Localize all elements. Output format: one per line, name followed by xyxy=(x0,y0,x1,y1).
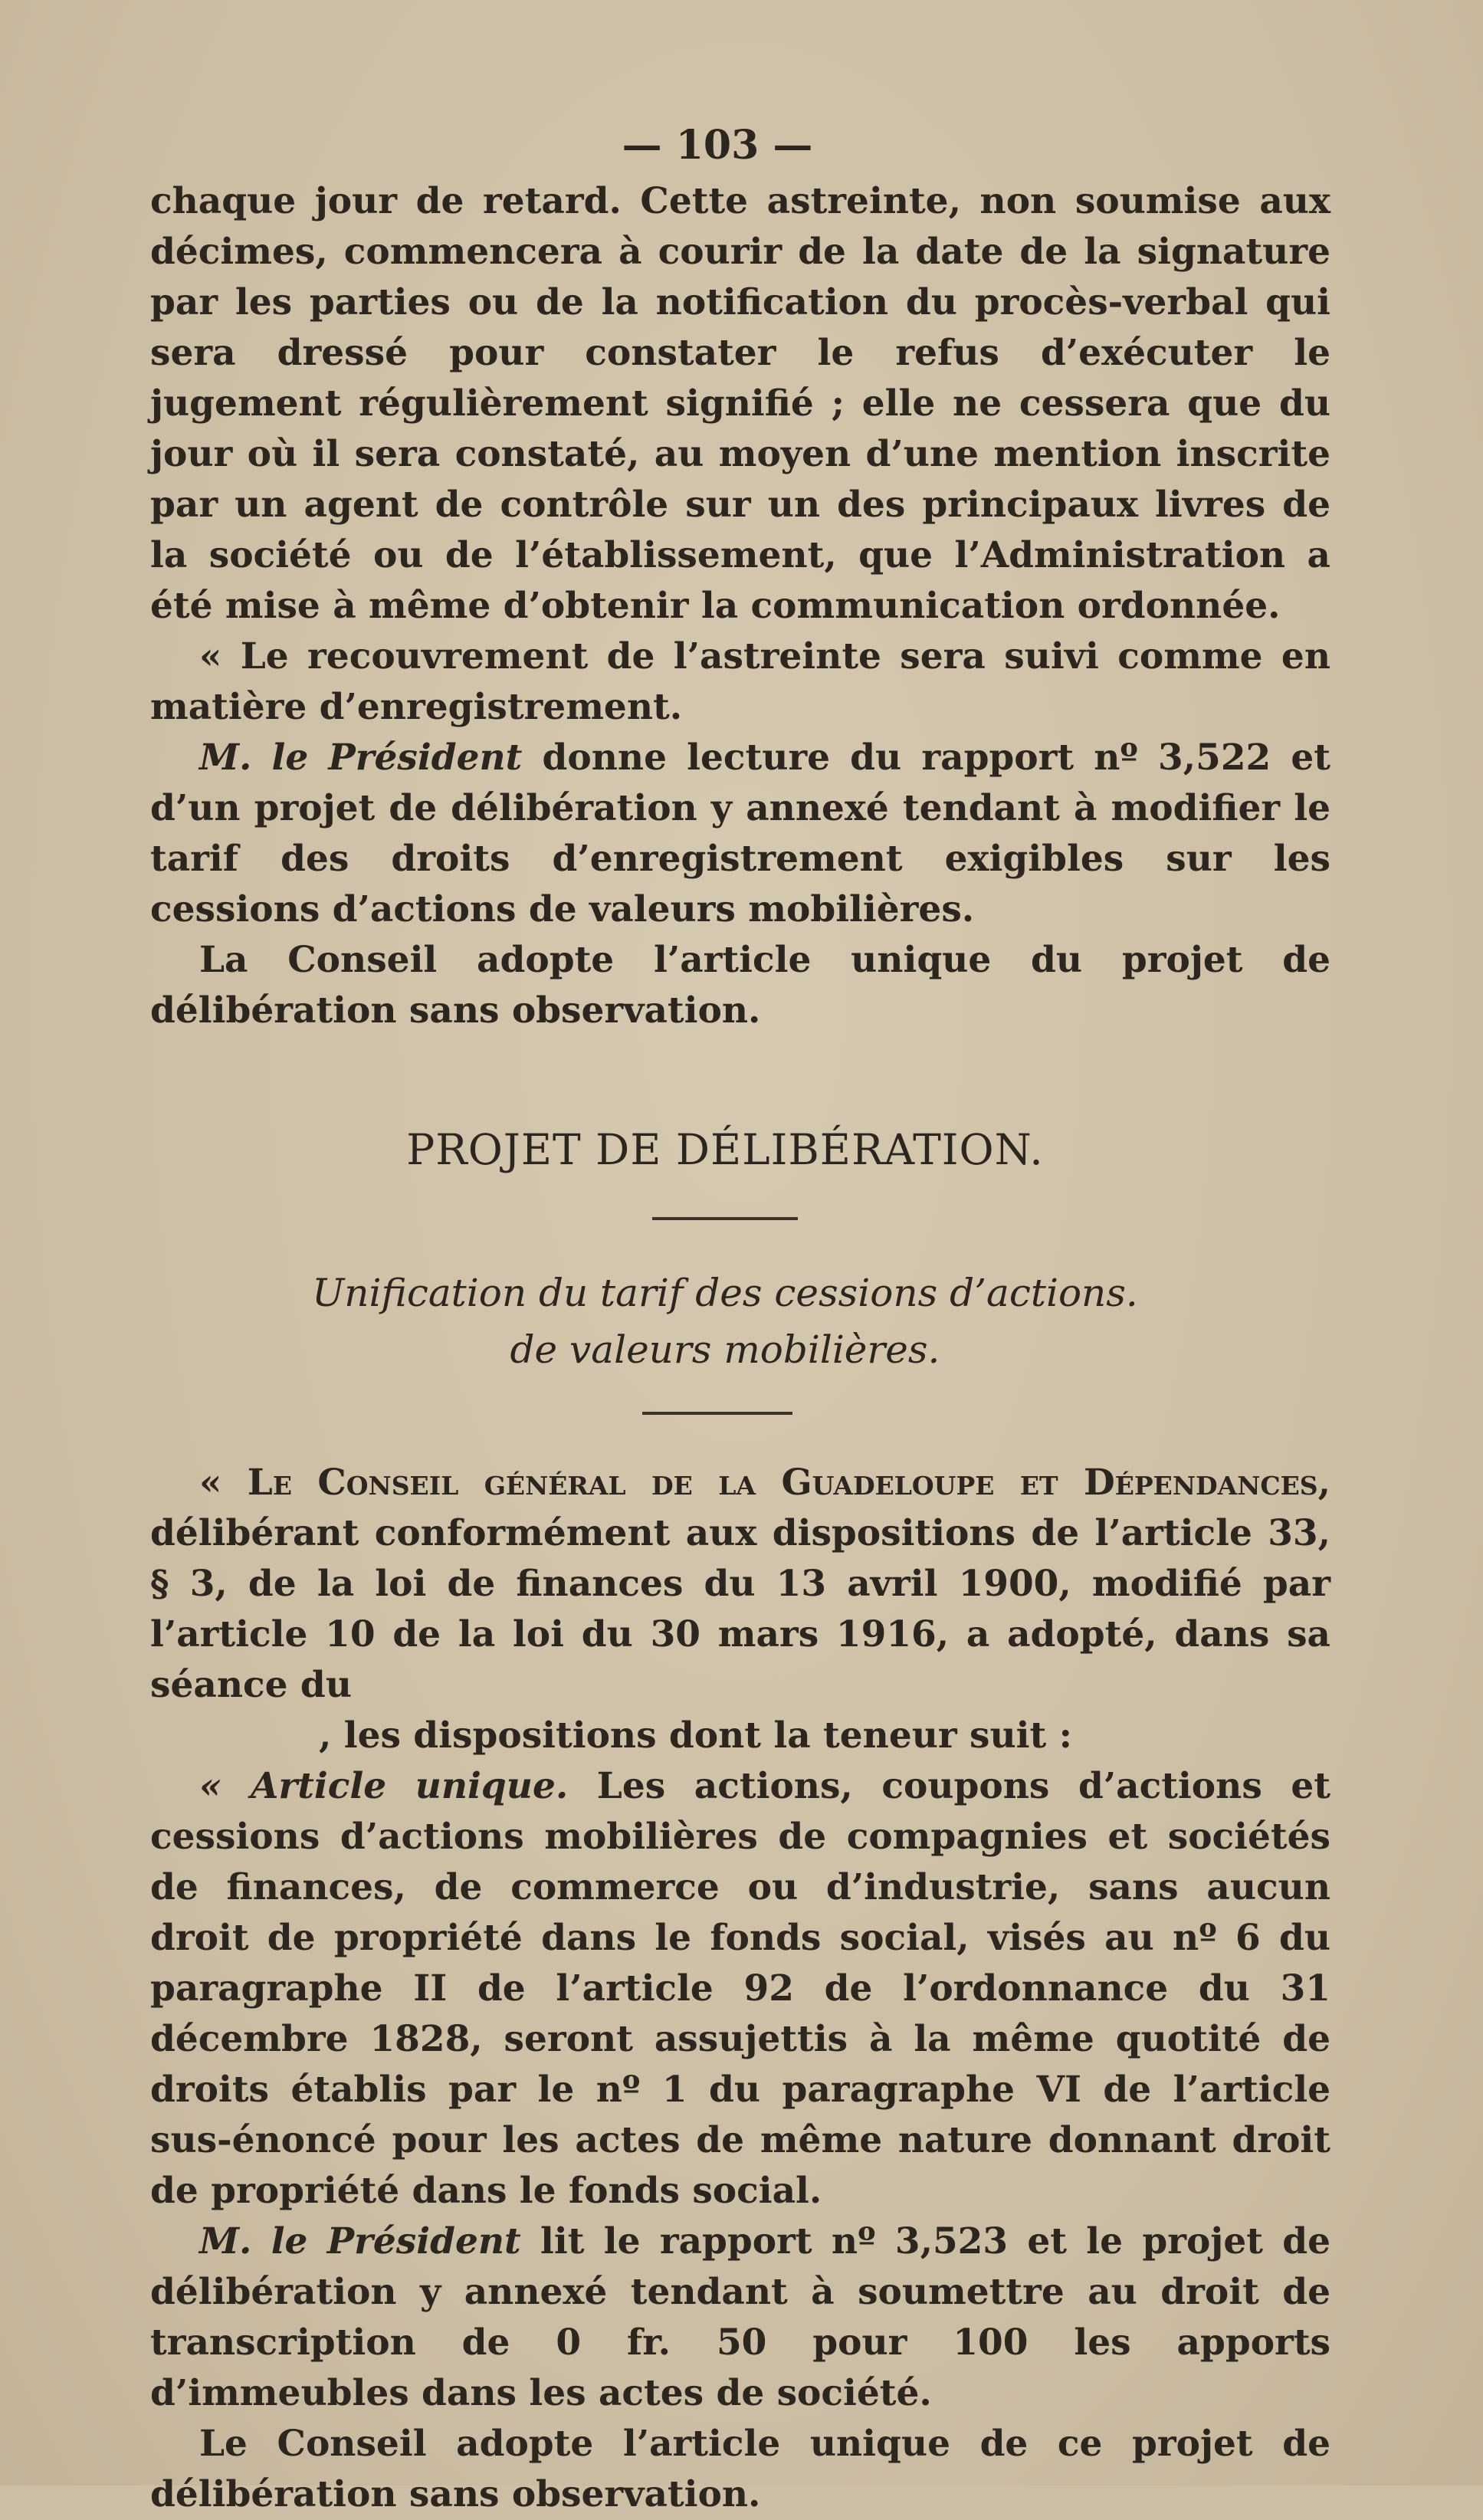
paragraph-council-intro xyxy=(150,1458,1330,1711)
text-block xyxy=(150,115,1330,2520)
speaker-name: M. le Président xyxy=(199,2220,521,2262)
paragraph-astreinte: chaque jour de retard. Cette astreinte, non soumise aux décimes, commencera à courir de la date de la signature par les parties ou de la notification du procès-verbal qui sera dressé pour constater le refus d’exécuter le jugement régulièrement signifié ; elle ne cessera que du jour où il sera constaté, au moyen d’une mention inscrite par un agent de contrôle sur un des principaux livres de la société ou de l’établissement, que l’Administration a été mise à même d’obtenir la communication ordonnée. xyxy=(150,180,1330,627)
subtitle-line-1: Unification du tarif des cessions d’actions. xyxy=(312,1271,1138,1315)
council-text: délibérant conformément aux dispositions de l’article 33, § 3, de la loi de finances du 13 avril 1900, modifié par l’article 10 de la loi du 30 mars 1916, a adopté, dans sa séance du xyxy=(150,1512,1330,1706)
page-number: — 103 — xyxy=(622,122,813,169)
section-subtitle xyxy=(120,1265,1330,1378)
paragraph-recouvrement: « Le recouvrement de l’astreinte sera suivi comme en matière d’enregistrement. xyxy=(150,635,1330,728)
paragraph-adoption-1: La Conseil adopte l’article unique du projet de délibération sans observation. xyxy=(150,939,1330,1032)
divider-short xyxy=(652,1217,798,1220)
section-title: PROJET DE DÉLIBÉRATION. xyxy=(406,1125,1044,1174)
paragraph-council-intro-cont: , les dispositions dont la teneur suit : xyxy=(319,1714,1072,1757)
subtitle-line-2: de valeurs mobilières. xyxy=(510,1327,940,1372)
paragraph-article-unique xyxy=(150,1761,1330,2216)
paragraph-president-report-1 xyxy=(150,733,1330,935)
paragraph-adoption-2: Le Conseil adopte l’article unique de ce projet de délibération sans observation. xyxy=(150,2423,1330,2515)
divider-long xyxy=(642,1412,792,1415)
report-text: lit le rapport nº 3,523 et le projet de délibération y annexé tendant à soumettre au droit de transcription de 0 fr. 50 pour 100 les apports d’immeubles dans les actes de société. xyxy=(150,2220,1331,2414)
report-text: donne lecture du rapport nº 3,522 et d’un projet de délibération y annexé tendant à modifier le tarif des droits d’enregistrement exigibles sur les cessions d’actions de valeurs mobilières. xyxy=(150,737,1330,930)
article-text: Les actions, coupons d’actions et cessions d’actions mobilières de compagnies et sociétés de finances, de commerce ou d’industrie, sans aucun droit de propriété dans le fonds social, visés au nº 6 du paragraphe II de l’article 92 de l’ordonnance du 31 décembre 1828, seront assujettis à la même quotité de droits établis par le nº 1 du paragraphe VI de l’article sus-énoncé pour les actes de même nature donnant droit de propriété dans le fonds social. xyxy=(150,1765,1330,2212)
speaker-name: M. le Président xyxy=(199,737,523,779)
article-lead: « Article unique. xyxy=(199,1765,569,1807)
council-lead: « Le Conseil général de la Guadeloupe et Dépendances, xyxy=(199,1462,1330,1504)
paragraph-president-report-2 xyxy=(150,2216,1330,2419)
